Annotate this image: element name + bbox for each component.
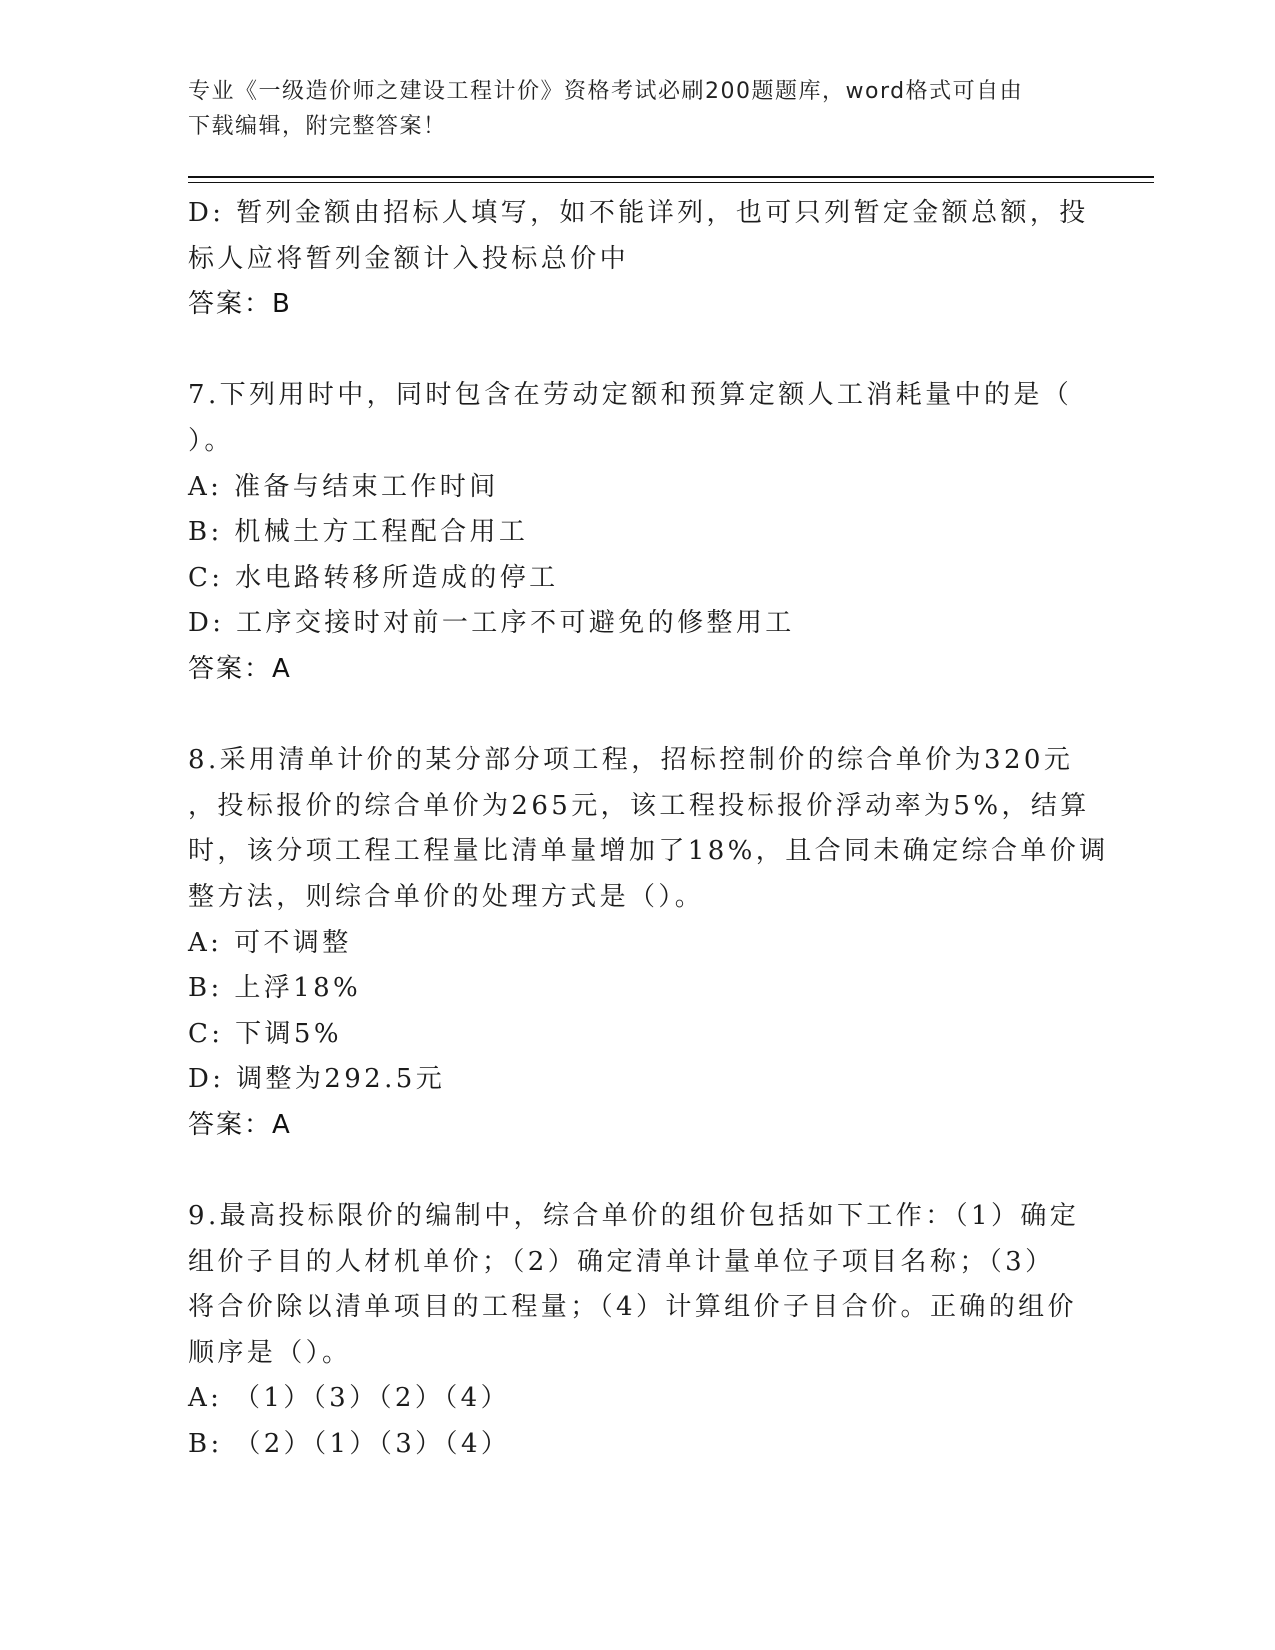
question-stem-line: 组价子目的人材机单价；（2）确定清单计量单位子项目名称；（3） (188, 1246, 1055, 1277)
question-9 (188, 1194, 1088, 1468)
spacer (188, 1148, 1088, 1194)
question-stem-line: 将合价除以清单项目的工程量；（4）计算组价子目合价。正确的组价 (188, 1292, 1077, 1323)
answer-text: 答案：B (188, 289, 292, 320)
document-header (188, 74, 1088, 144)
option-a: A: 可不调整 (188, 927, 352, 958)
question-stem-line: 7.下列用时中，同时包含在劳动定额和预算定额人工消耗量中的是（ (188, 380, 1073, 411)
question-stem-line: 9.最高投标限价的编制中，综合单价的组价包括如下工作：（1）确定 (188, 1201, 1080, 1232)
question-7 (188, 373, 1088, 692)
header-line-2: 下载编辑，附完整答案！ (188, 114, 447, 139)
header-rule-thin (188, 182, 1154, 183)
header-line-1: 专业《一级造价师之建设工程计价》资格考试必刷200题题库，word格式可自由 (188, 79, 1024, 104)
question-stem-line: 顺序是（）。 (188, 1337, 352, 1368)
question-stem-line: ，投标报价的综合单价为265元，该工程投标报价浮动率为5%，结算 (188, 790, 1090, 821)
question-stem-line: 时，该分项工程工程量比清单量增加了18%，且合同未确定综合单价调 (188, 836, 1109, 867)
option-d: D: 工序交接时对前一工序不可避免的修整用工 (188, 608, 795, 639)
question-stem-line: 8.采用清单计价的某分部分项工程，招标控制价的综合单价为320元 (188, 745, 1074, 776)
question-8 (188, 738, 1109, 1148)
option-d-line-2: 标人应将暂列金额计入投标总价中 (188, 243, 630, 274)
question-list (188, 191, 1109, 1468)
header-rule-thick (188, 176, 1154, 178)
option-b: B: 机械土方工程配合用工 (188, 517, 529, 548)
spacer (188, 693, 1088, 739)
answer-text: 答案：A (188, 653, 292, 684)
option-a: A: 准备与结束工作时间 (188, 471, 499, 502)
question-stem-line: ）。 (188, 425, 234, 456)
option-c: C: 下调5% (188, 1018, 342, 1049)
spacer (188, 328, 1088, 374)
option-d: D: 调整为292.5元 (188, 1064, 446, 1095)
option-a: A: （1）（3）（2）（4） (188, 1383, 510, 1414)
answer-text: 答案：A (188, 1109, 292, 1140)
option-b: B: （2）（1）（3）（4） (188, 1429, 511, 1460)
question-6-tail (188, 191, 1088, 328)
option-d-line-1: D: 暂列金额由招标人填写，如不能详列，也可只列暂定金额总额，投 (188, 198, 1089, 228)
option-c: C: 水电路转移所造成的停工 (188, 562, 559, 593)
question-stem-line: 整方法，则综合单价的处理方式是（）。 (188, 881, 705, 912)
option-b: B: 上浮18% (188, 973, 362, 1004)
